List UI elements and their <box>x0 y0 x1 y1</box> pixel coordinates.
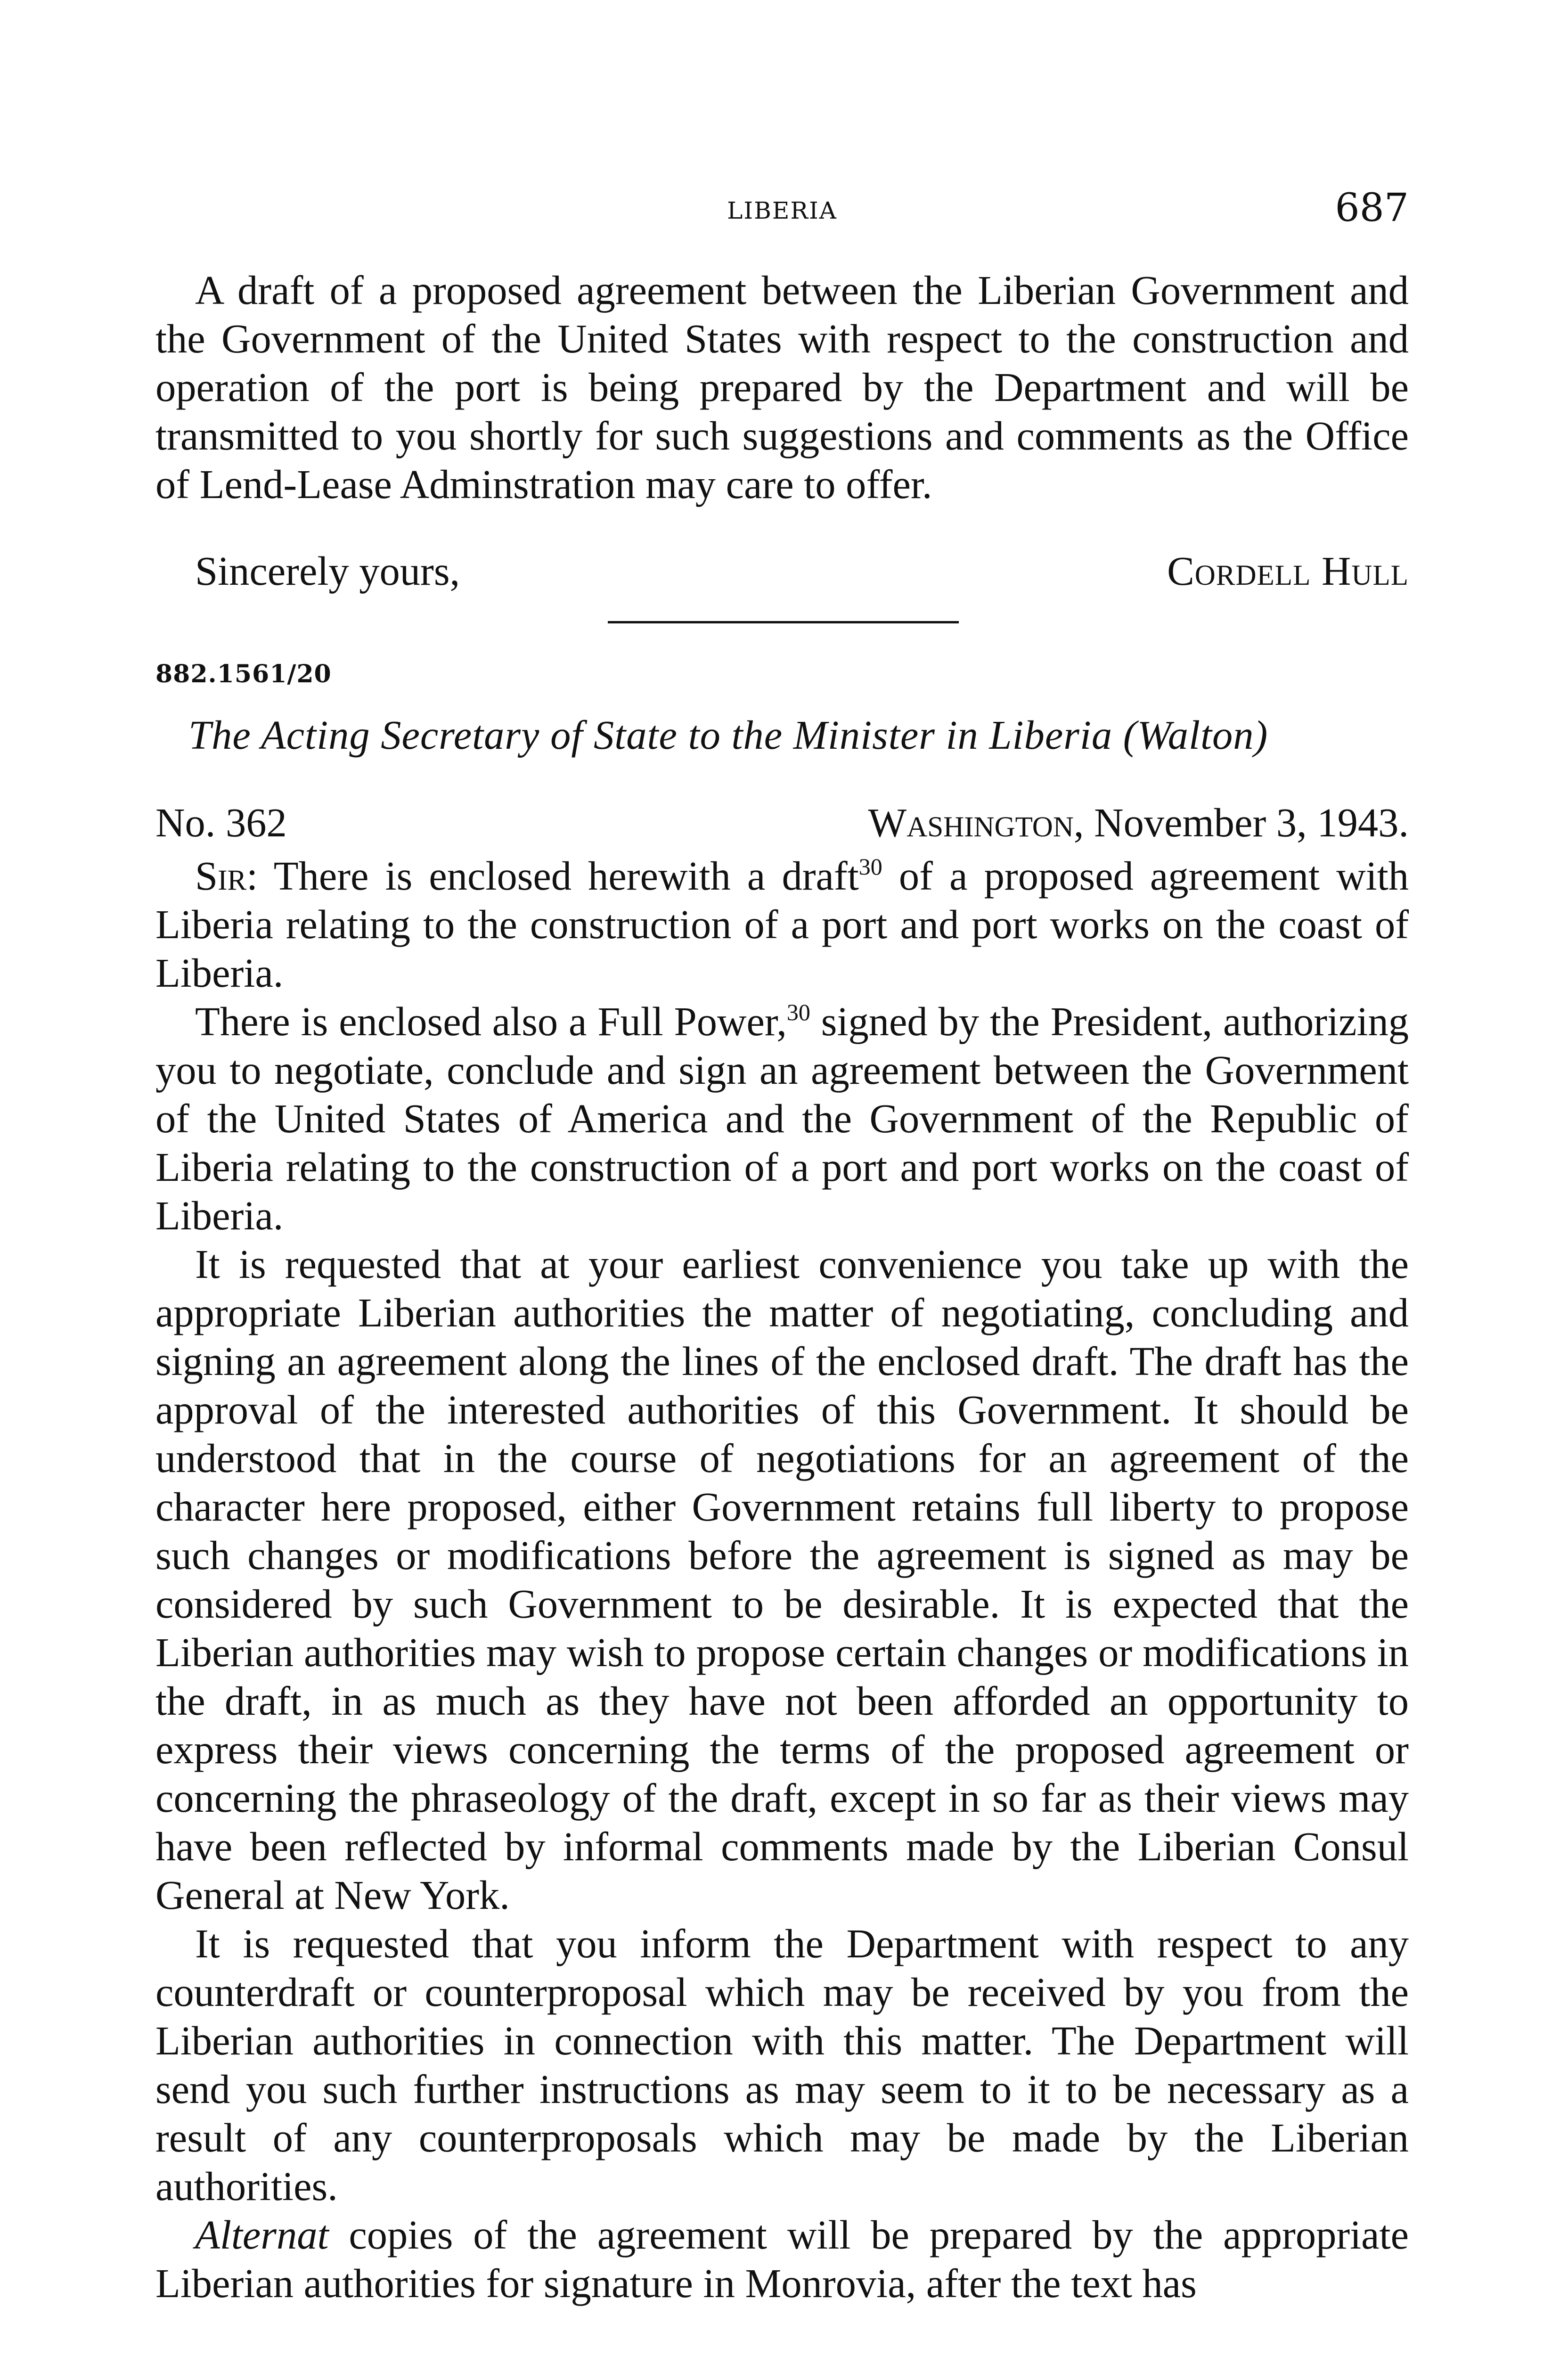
paragraph-2-text-b: signed by the President, authorizing you to negotiate, conclude and sign an agreement between the Government of the United States of America and the Government of the Republic of Liberia relating to the construction of a port and port works on the coast of Liberia. <box>155 999 1409 1238</box>
instruction-number: No. 362 <box>155 800 287 845</box>
dateline <box>155 799 1409 851</box>
letter-one-paragraph: A draft of a proposed agreement between the Liberian Government and the Government of the United States with respect to the construction and operation of the port is being prepared by the Department and will be transmitted to you shortly for such suggestions and comments as the Office of Lend-Lease Adminstration may care to offer. <box>155 268 1409 507</box>
paragraph-1 <box>155 852 1409 998</box>
paragraph-1-text-b: of a proposed agreement with Liberia relating to the construction of a port and port works on the coast of Liberia. <box>155 853 1409 996</box>
section-divider <box>608 621 959 623</box>
letter-two-body <box>155 852 1409 2308</box>
paragraph-1-text-a: There is enclosed herewith a draft <box>273 853 859 899</box>
running-head <box>155 188 1409 236</box>
signature: Cordell Hull <box>1167 548 1409 594</box>
paragraph-5 <box>155 2211 1409 2308</box>
document-heading: The Acting Secretary of State to the Minister in Liberia (Walton) <box>188 712 1268 758</box>
date: November 3, 1943. <box>1094 800 1409 845</box>
paragraph-5-text: copies of the agreement will be prepared by the appropriate Liberian authorities for signature in Monrovia, after the text has <box>155 2212 1409 2306</box>
letter-one-body <box>155 266 1409 509</box>
paragraph-4: It is requested that you inform the Department with respect to any counterdraft or counterproposal which may be received by you from the Liberian authorities in connection with this matter. The Department will send you such further instructions as may seem to it to be necessary as a result of any counterproposals which may be made by the Liberian authorities. <box>155 1921 1409 2209</box>
paragraph-2 <box>155 998 1409 1240</box>
paragraph-3: It is requested that at your earliest convenience you take up with the appropriate Liberian authorities the matter of negotiating, concluding and signing an agreement along the lines of the enclosed draft. The draft has the approval of the interested authorities of this Government. It should be understood that in the course of negotiations for an agreement of the character here proposed, either Government retains full liberty to propose such changes or modifications before the agreement is signed as may be considered by such Government to be desirable. It is expected that the Liberian authorities may wish to propose certain changes or modifications in the draft, in as much as they have not been afforded an opportunity to express their views concerning the terms of the proposed agreement or concerning the phraseology of the draft, except in so far as their views may have been reflected by informal comments made by the Liberian Consul General at New York. <box>155 1242 1409 1918</box>
complimentary-close: Sincerely yours, <box>195 548 460 594</box>
alternat-term: Alternat <box>195 2212 329 2258</box>
running-title: LIBERIA <box>727 197 837 224</box>
place: Washington, <box>868 800 1084 845</box>
footnote-reference: 30 <box>858 853 882 880</box>
file-number: 882.1561/20 <box>155 660 332 688</box>
salutation: Sir: <box>195 853 258 899</box>
page-number: 687 <box>1335 186 1409 230</box>
footnote-reference: 30 <box>786 999 810 1025</box>
paragraph-2-text-a: There is enclosed also a Full Power, <box>195 999 787 1044</box>
letter-one-closing-line <box>155 548 1409 599</box>
place-and-date <box>868 799 1409 846</box>
